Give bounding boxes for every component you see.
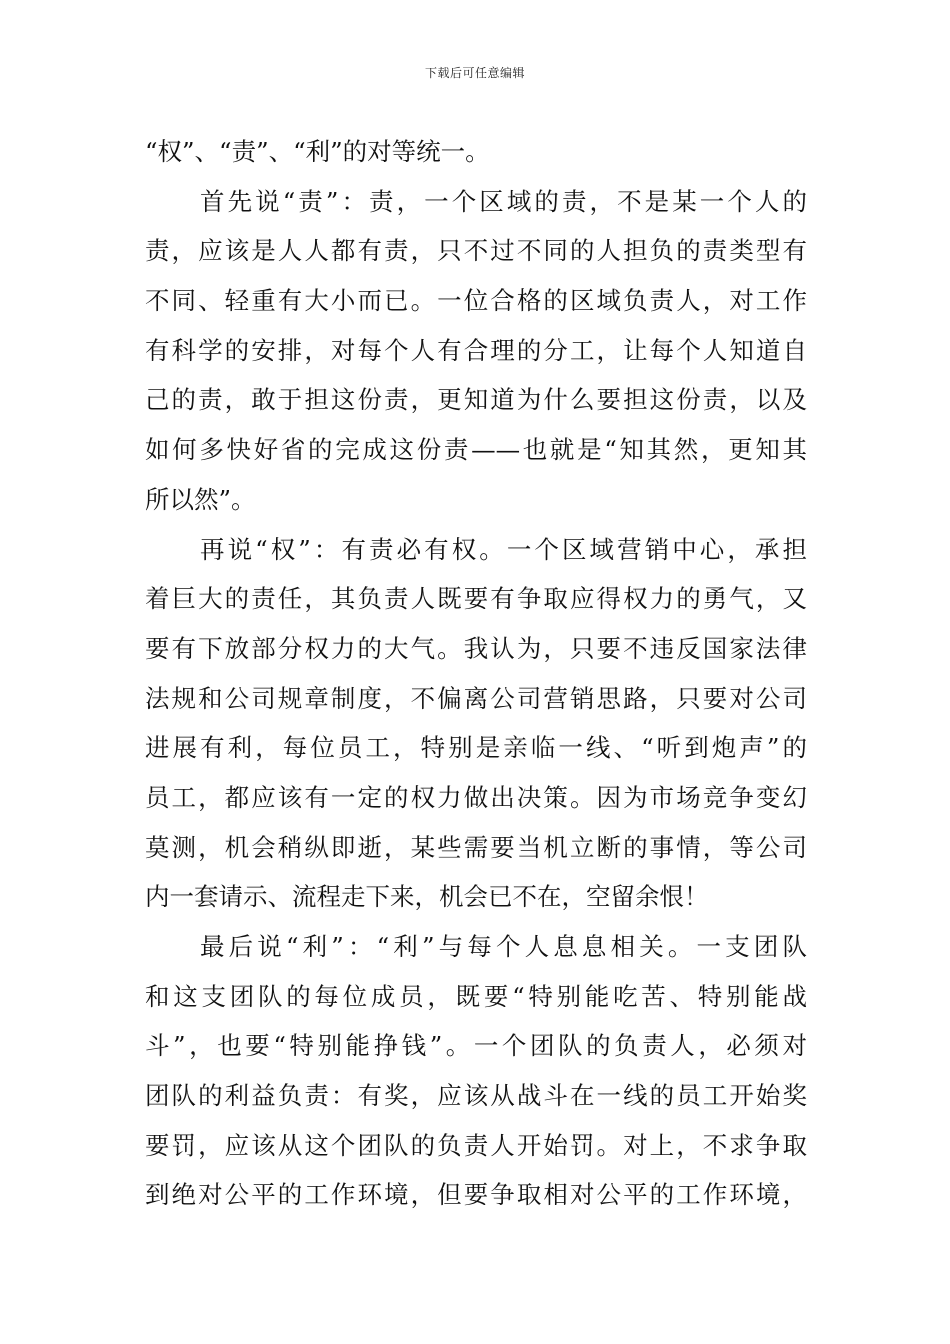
text-line: 再说“权”：有责必有权。一个区域营销中心，承担	[200, 534, 807, 564]
text-line: 到绝对公平的工作环境，但要争取相对公平的工作环境，	[145, 1180, 807, 1210]
text-line: 内一套请示、流程走下来，机会已不在，空留余恨！	[145, 882, 709, 912]
text-line: 不同、轻重有大小而已。一位合格的区域负责人，对工作	[145, 286, 807, 316]
text-line: 着巨大的责任，其负责人既要有争取应得权力的勇气，又	[145, 584, 807, 614]
text-line: 斗”，也要“特别能挣钱”。一个团队的负责人，必须对	[145, 1031, 807, 1061]
text-line: 法规和公司规章制度，不偏离公司营销思路，只要对公司	[145, 683, 807, 713]
text-line: 要有下放部分权力的大气。我认为，只要不违反国家法律	[145, 633, 807, 663]
text-line: 莫测，机会稍纵即逝，某些需要当机立断的事情，等公司	[145, 832, 807, 862]
text-line: “权”、“责”、“利”的对等统一。	[145, 137, 490, 166]
text-line: 如何多快好省的完成这份责——也就是“知其然，更知其	[145, 435, 807, 465]
text-line: 己的责，敢于担这份责，更知道为什么要担这份责，以及	[145, 385, 807, 415]
text-line: 首先说“责”：责，一个区域的责，不是某一个人的	[200, 186, 807, 216]
document-body	[145, 127, 807, 1220]
text-line: 进展有利，每位员工，特别是亲临一线、“听到炮声”的	[145, 733, 807, 763]
text-line: 最后说“利”：“利”与每个人息息相关。一支团队	[200, 932, 807, 961]
text-line: 团队的利益负责：有奖，应该从战斗在一线的员工开始奖	[145, 1081, 807, 1111]
text-line: 所以然”。	[145, 484, 256, 514]
text-line: 和这支团队的每位成员，既要“特别能吃苦、特别能战	[145, 981, 807, 1011]
page-header: 下载后可任意编辑	[424, 66, 525, 80]
text-line: 责，应该是人人都有责，只不过不同的人担负的责类型有	[145, 236, 807, 266]
text-line: 有科学的安排，对每个人有合理的分工，让每个人知道自	[145, 335, 807, 365]
text-line: 要罚，应该从这个团队的负责人开始罚。对上，不求争取	[145, 1130, 807, 1160]
text-line: 员工，都应该有一定的权力做出决策。因为市场竞争变幻	[145, 782, 807, 812]
